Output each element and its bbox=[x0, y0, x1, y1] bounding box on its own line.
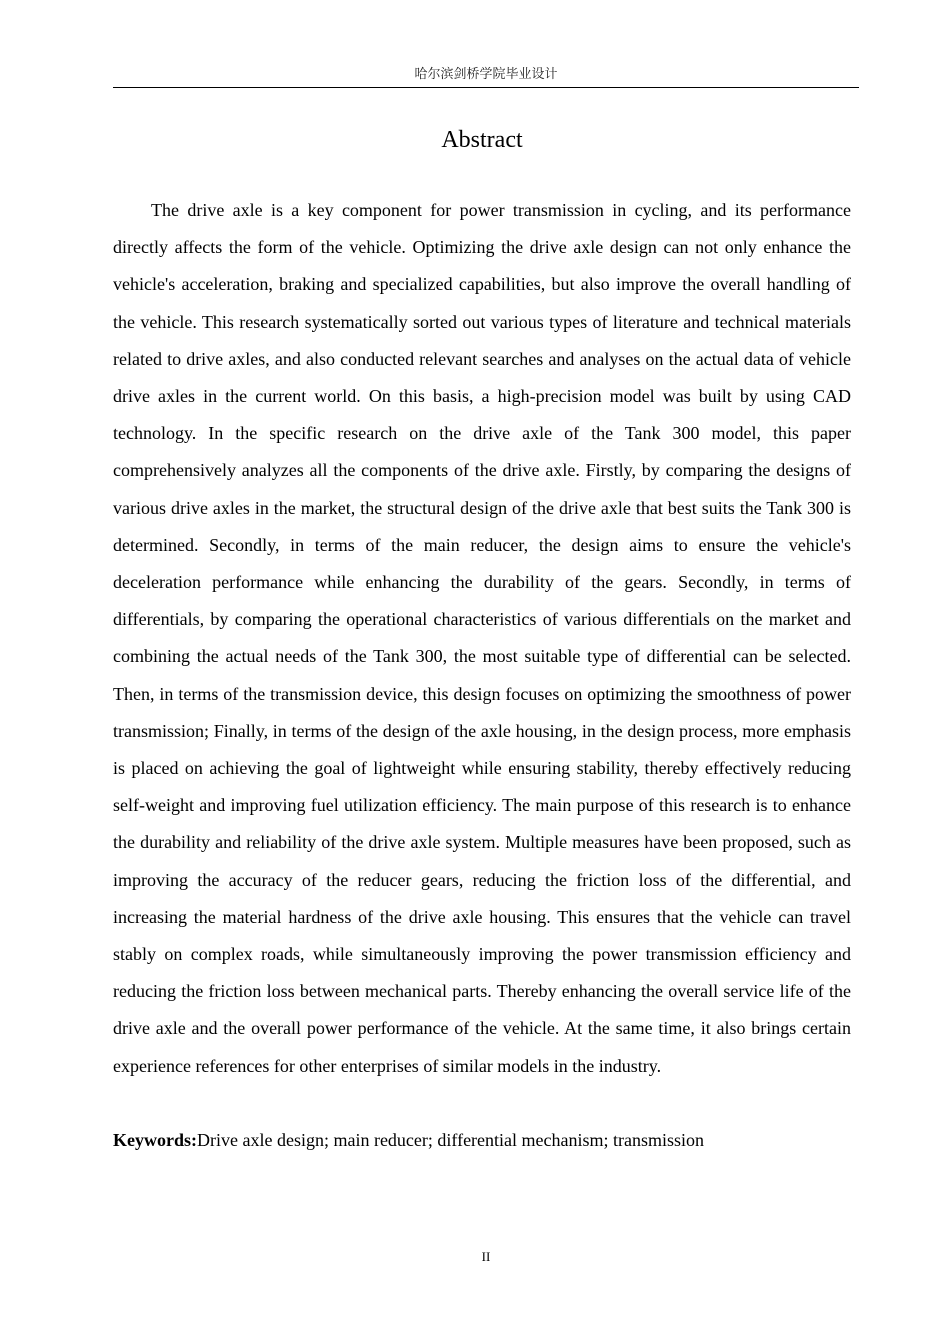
keywords-text: Drive axle design; main reducer; differential mechanism; transmission bbox=[197, 1130, 705, 1150]
abstract-title: Abstract bbox=[441, 127, 523, 153]
abstract-body: The drive axle is a key component for power transmission in cycling, and its performance directly affects the form of the vehicle. Optimizing the drive axle design can not only enhance the vehicle's acceleration, braking and specialized capabilities, but also improve the overall handling of the vehicle. This research systematically sorted out various types of literature and technical materials related to drive axles, and also conducted relevant searches and analyses on the actual data of vehicle drive axles in the current world. On this basis, a high-precision model was built by using CAD technology. In the specific research on the drive axle of the Tank 300 model, this paper comprehensively analyzes all the components of the drive axle. Firstly, by comparing the designs of various drive axles in the market, the structural design of the drive axle that best suits the Tank 300 is determined. Secondly, in terms of the main reducer, the design aims to ensure the vehicle's deceleration performance while enhancing the durability of the gears. Secondly, in terms of differentials, by comparing the operational characteristics of various differentials on the market and combining the actual needs of the Tank 300, the most suitable type of differential can be selected. Then, in terms of the transmission device, this design focuses on optimizing the smoothness of power transmission; Finally, in terms of the design of the axle housing, in the design process, more emphasis is placed on achieving the goal of lightweight while ensuring stability, thereby effectively reducing self-weight and improving fuel utilization efficiency. The main purpose of this research is to enhance the durability and reliability of the drive axle system. Multiple measures have been proposed, such as improving the accuracy of the reducer gears, reducing the friction loss of the differential, and increasing the material hardness of the drive axle housing. This ensures that the vehicle can travel stably on complex roads, while simultaneously improving the power transmission efficiency and reducing the friction loss between mechanical parts. Thereby enhancing the overall service life of the drive axle and the overall power performance of the vehicle. At the same time, it also brings certain experience references for other enterprises of similar models in the industry. bbox=[113, 200, 851, 1076]
page-header: 哈尔滨剑桥学院毕业设计 bbox=[414, 67, 558, 82]
keywords-line bbox=[113, 1122, 851, 1159]
page-number: II bbox=[481, 1249, 491, 1264]
keywords-label: Keywords: bbox=[113, 1130, 197, 1150]
header-divider bbox=[113, 87, 859, 88]
